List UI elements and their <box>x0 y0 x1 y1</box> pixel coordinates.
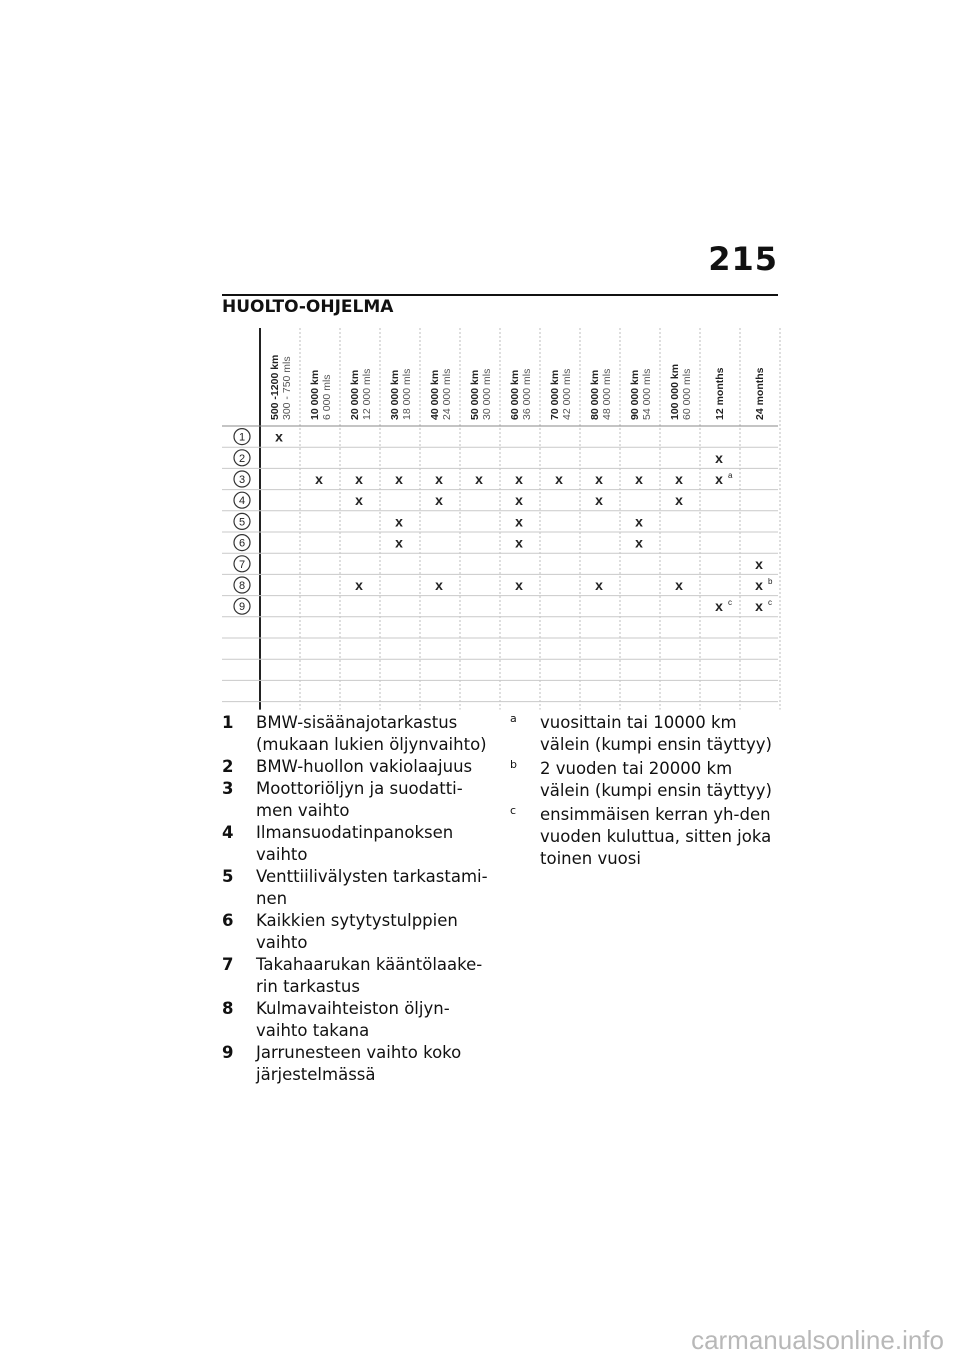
legend-text: Takahaarukan kääntölaake-rin tarkastus <box>256 955 483 996</box>
column-header-distance: 30 000 km <box>389 369 401 420</box>
legend-number: 1 <box>222 713 234 732</box>
column-header-miles: 48 000 mls <box>601 368 613 420</box>
footnote-text: 2 vuoden tai 20000 km välein (kumpi ensin täyttyy) <box>540 759 772 800</box>
legend-item <box>222 998 492 1042</box>
column-header-distance: 70 000 km <box>549 369 561 420</box>
maintenance-mark: x <box>435 471 443 487</box>
row-number: 9 <box>238 601 246 614</box>
column-header-miles: 18 000 mls <box>401 368 413 420</box>
maintenance-mark: x <box>675 492 683 509</box>
footnote-superscript: a <box>728 471 733 480</box>
footnote-superscript: b <box>768 577 773 586</box>
footnote-superscript: c <box>728 598 732 608</box>
legend-item <box>222 910 492 954</box>
legend-list <box>222 712 492 1086</box>
maintenance-mark: x <box>755 577 763 593</box>
legend-item <box>222 822 492 866</box>
legend-item <box>222 712 492 756</box>
maintenance-mark: x <box>715 449 723 466</box>
legend-item <box>222 866 492 910</box>
legend-text: Venttiilivälysten tarkastami-nen <box>256 867 488 908</box>
page-number: 215 <box>708 240 778 278</box>
column-header-distance: 10 000 km <box>309 369 321 420</box>
column-header-distance: 500 -1200 km <box>269 354 281 420</box>
column-header-miles: 6 000 mls <box>321 374 333 420</box>
legend-number: 9 <box>222 1043 234 1062</box>
legend-text: Jarrunesteen vaihto koko järjestelmässä <box>256 1043 462 1084</box>
row-number: 6 <box>238 537 246 550</box>
maintenance-mark: x <box>395 471 403 487</box>
footnote-mark: b <box>510 758 517 771</box>
maintenance-mark: x <box>635 513 643 530</box>
column-header-miles: 36 000 mls <box>521 368 533 420</box>
legend-item <box>222 954 492 998</box>
maintenance-mark: x <box>355 471 363 487</box>
column-header-distance: 50 000 km <box>469 369 481 420</box>
footnote-text: vuosittain tai 10000 km välein (kumpi ensin täyttyy) <box>540 713 772 754</box>
maintenance-mark: x <box>555 471 563 487</box>
column-header-miles: 60 000 mls <box>681 368 693 420</box>
maintenance-mark: x <box>355 492 363 509</box>
row-number: 5 <box>238 516 246 529</box>
column-header-miles: 24 000 mls <box>441 368 453 420</box>
column-header-distance: 40 000 km <box>429 369 441 420</box>
legend-number: 6 <box>222 911 234 930</box>
row-number: 2 <box>238 452 246 465</box>
maintenance-mark: x <box>515 513 523 530</box>
legend-number: 5 <box>222 867 234 886</box>
maintenance-mark: x <box>435 577 443 593</box>
column-header-distance: 20 000 km <box>349 369 361 420</box>
section-title: HUOLTO-OHJELMA <box>222 297 394 317</box>
maintenance-mark: x <box>595 577 603 593</box>
row-number: 1 <box>238 431 246 444</box>
legend-number: 8 <box>222 999 234 1018</box>
legend-item <box>222 756 492 778</box>
maintenance-mark: x <box>715 471 723 487</box>
footnote-mark: c <box>510 804 517 817</box>
maintenance-mark: x <box>395 534 403 551</box>
maintenance-mark: x <box>435 492 443 509</box>
column-header-distance: 80 000 km <box>589 369 601 420</box>
footnote-superscript: c <box>768 598 772 608</box>
column-header-miles: 30 000 mls <box>481 368 493 420</box>
column-header-miles: 42 000 mls <box>561 368 573 420</box>
legend-number: 4 <box>222 823 234 842</box>
column-header-distance: 24 months <box>754 367 766 420</box>
maintenance-mark: x <box>595 471 603 487</box>
column-header-distance: 90 000 km <box>629 369 641 420</box>
legend-text: Kulmavaihteiston öljyn-vaihto takana <box>256 999 450 1040</box>
maintenance-mark: x <box>515 577 523 593</box>
footnote-text: ensimmäisen kerran yh-den vuoden kuluttua, sitten joka toinen vuosi <box>540 805 772 868</box>
maintenance-mark: x <box>755 598 763 615</box>
column-header-miles: 54 000 mls <box>641 368 653 420</box>
maintenance-mark: x <box>275 428 283 445</box>
legend-text: BMW-sisäänajotarkastus (mukaan lukien öljynvaihto) <box>256 713 487 754</box>
maintenance-mark: x <box>395 513 403 530</box>
legend-text: Moottoriöljyn ja suodatti-men vaihto <box>256 779 463 820</box>
legend-item <box>222 1042 492 1086</box>
row-number: 4 <box>238 495 246 508</box>
maintenance-mark: x <box>355 577 363 593</box>
footnotes <box>510 712 780 872</box>
column-header-miles: 300 - 750 mls <box>281 356 293 420</box>
maintenance-mark: x <box>515 471 523 487</box>
legend-number: 7 <box>222 955 234 974</box>
maintenance-mark: x <box>515 534 523 551</box>
maintenance-mark: x <box>755 555 763 572</box>
maintenance-mark: x <box>475 471 483 487</box>
legend-text: Kaikkien sytytystulppien vaihto <box>256 911 458 952</box>
column-header-miles: 12 000 mls <box>361 368 373 420</box>
legend-text: BMW-huollon vakiolaajuus <box>256 757 473 776</box>
legend-number: 2 <box>222 757 234 776</box>
maintenance-mark: x <box>715 598 723 615</box>
maintenance-mark: x <box>675 471 683 487</box>
column-header-distance: 12 months <box>714 367 726 420</box>
maintenance-mark: x <box>315 471 323 487</box>
maintenance-mark: x <box>635 471 643 487</box>
maintenance-mark: x <box>595 492 603 509</box>
watermark: carmanualsonline.info <box>691 1325 944 1355</box>
column-header-distance: 60 000 km <box>509 369 521 420</box>
row-number: 7 <box>238 558 246 571</box>
legend-number: 3 <box>222 779 234 798</box>
column-header-distance: 100 000 km <box>669 363 681 420</box>
footnote <box>510 758 780 802</box>
legend-text: Ilmansuodatinpanoksen vaihto <box>256 823 454 864</box>
maintenance-mark: x <box>675 577 683 593</box>
maintenance-mark: x <box>515 492 523 509</box>
legend-item <box>222 778 492 822</box>
footnote <box>510 804 780 870</box>
row-number: 8 <box>238 580 246 592</box>
footnote <box>510 712 780 756</box>
maintenance-mark: x <box>635 534 643 551</box>
row-number: 3 <box>238 474 246 486</box>
footnote-mark: a <box>510 712 517 725</box>
